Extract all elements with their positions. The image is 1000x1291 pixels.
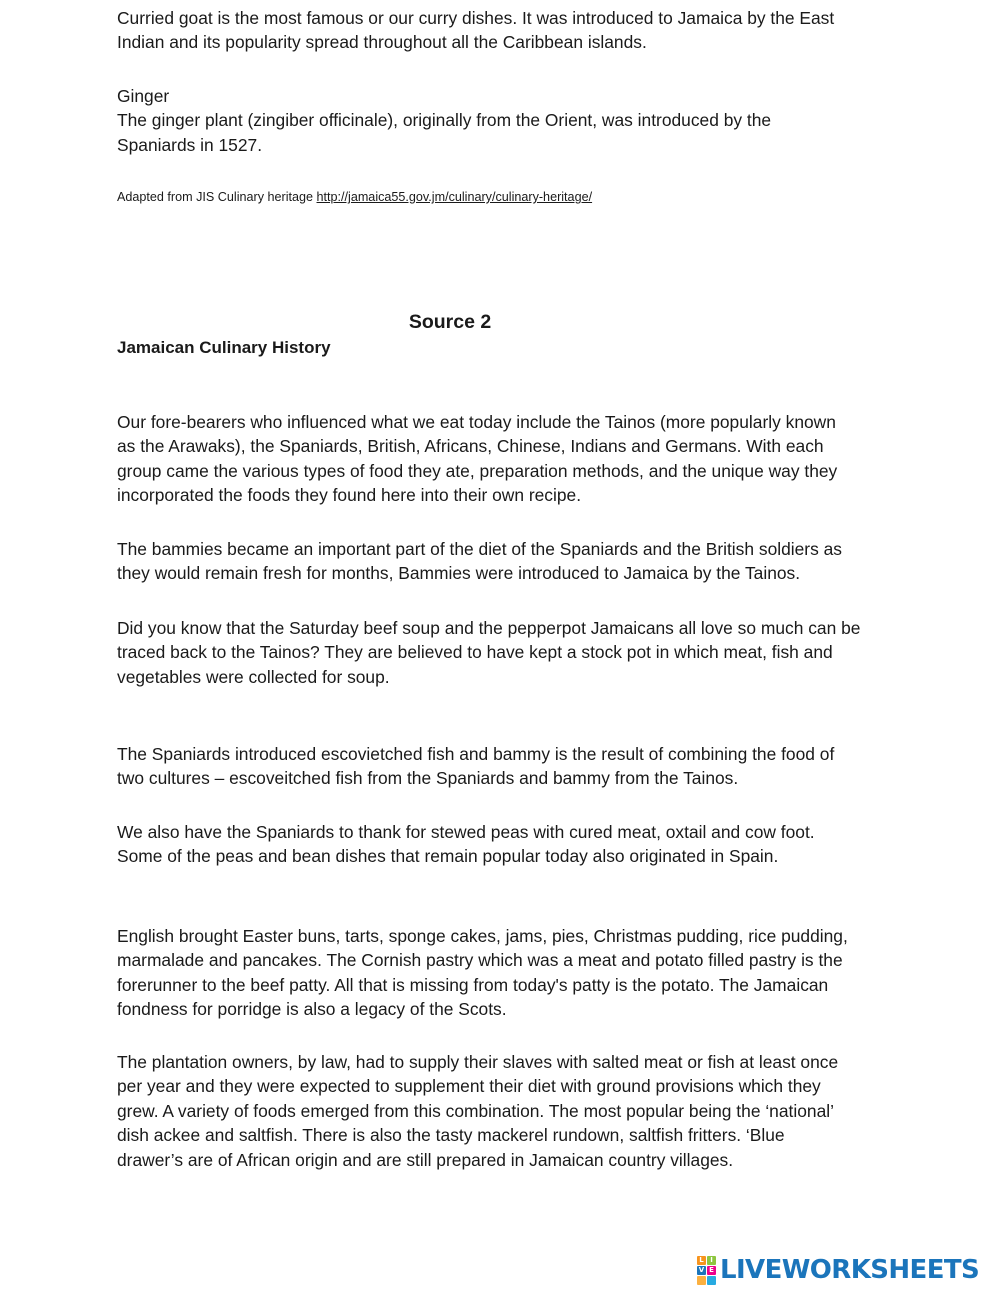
paragraph-bammies	[117, 537, 892, 586]
paragraph-stewed-peas	[117, 820, 892, 869]
text-line: Did you know that the Saturday beef soup and the pepperpot Jamaicans all love so much can be	[117, 618, 861, 638]
text-line: fondness for porridge is also a legacy of the Scots.	[117, 999, 507, 1020]
text-line: per year and they were expected to supplement their diet with ground provisions which they	[117, 1076, 821, 1097]
logo-block: E	[707, 1266, 716, 1275]
paragraph-english	[117, 924, 892, 1022]
text-line: they would remain fresh for months, Bammies were introduced to Jamaica by the Tainos.	[117, 563, 801, 584]
text-line: traced back to the Tainos? They are believed to have kept a stock pot in which meat, fish and	[117, 642, 833, 663]
text-line: forerunner to the beef patty. All that is missing from today's patty is the potato. The Jamaican	[117, 974, 829, 995]
text-line: group came the various types of food they ate, preparation methods, and the unique way they	[117, 460, 838, 481]
text-line: The plantation owners, by law, had to supply their slaves with salted meat or fish at least once	[117, 1052, 839, 1072]
paragraph-plantation	[117, 1050, 892, 1172]
text-line: The Spaniards introduced escovietched fish and bammy is the result of combining the food of	[117, 744, 835, 764]
text-line: The bammies became an important part of the diet of the Spaniards and the British soldiers as	[117, 539, 842, 559]
logo-mark-icon	[697, 1256, 716, 1285]
paragraph-fore-bearers	[117, 410, 892, 508]
text-line: The ginger plant (zingiber officinale), originally from the Orient, was introduced by the	[117, 110, 772, 131]
logo-block: V	[698, 1265, 705, 1274]
ginger-heading: Ginger	[117, 86, 170, 106]
text-line: incorporated the foods they found here into their own recipe.	[117, 485, 582, 506]
section-subtitle: Jamaican Culinary History	[117, 338, 331, 357]
text-line: vegetables were collected for soup.	[117, 666, 390, 687]
text-line: English brought Easter buns, tarts, sponge cakes, jams, pies, Christmas pudding, rice pudding,	[117, 926, 848, 946]
logo-text: LIVEWORKSHEETS	[720, 1255, 980, 1285]
text-line: dish ackee and saltfish. There is also the tasty mackerel rundown, saltfish fritters. ‘Blue	[117, 1125, 785, 1146]
logo-block: I	[707, 1256, 716, 1265]
text-line: as the Arawaks), the Spaniards, British, Africans, Chinese, Indians and Germans. With each	[117, 436, 824, 457]
text-line: Our fore-bearers who influenced what we eat today include the Tainos (more popularly known	[117, 412, 836, 432]
text-line: Curried goat is the most famous or our curry dishes. It was introduced to Jamaica by the East	[117, 8, 835, 28]
paragraph-escovietched	[117, 742, 892, 791]
text-line: We also have the Spaniards to thank for stewed peas with cured meat, oxtail and cow foot.	[117, 822, 815, 842]
logo-block	[697, 1276, 706, 1285]
paragraph-beef-soup	[117, 616, 892, 689]
citation-prefix: Adapted from JIS Culinary heritage	[117, 190, 317, 204]
text-line: marmalade and pancakes. The Cornish pastry which was a meat and potato filled pastry is the	[117, 950, 843, 971]
intro-paragraph	[117, 6, 892, 55]
text-line: grew. A variety of foods emerged from this combination. The most popular being the ‘national’	[117, 1100, 834, 1121]
liveworksheets-logo	[697, 1254, 979, 1286]
text-line: Indian and its popularity spread throughout all the Caribbean islands.	[117, 32, 647, 53]
text-line: two cultures – escoveitched fish from the Spaniards and bammy from the Tainos.	[117, 768, 739, 789]
citation	[117, 188, 592, 206]
text-line: Some of the peas and bean dishes that remain popular today also originated in Spain.	[117, 846, 779, 867]
text-line: Spaniards in 1527.	[117, 134, 263, 155]
text-line: drawer’s are of African origin and are still prepared in Jamaican country villages.	[117, 1149, 734, 1170]
ginger-section	[117, 84, 892, 157]
citation-link[interactable]: http://jamaica55.gov.jm/culinary/culinary-heritage/	[316, 190, 593, 204]
source-title: Source 2	[408, 311, 492, 333]
logo-block: L	[697, 1256, 706, 1265]
logo-block	[707, 1276, 716, 1285]
